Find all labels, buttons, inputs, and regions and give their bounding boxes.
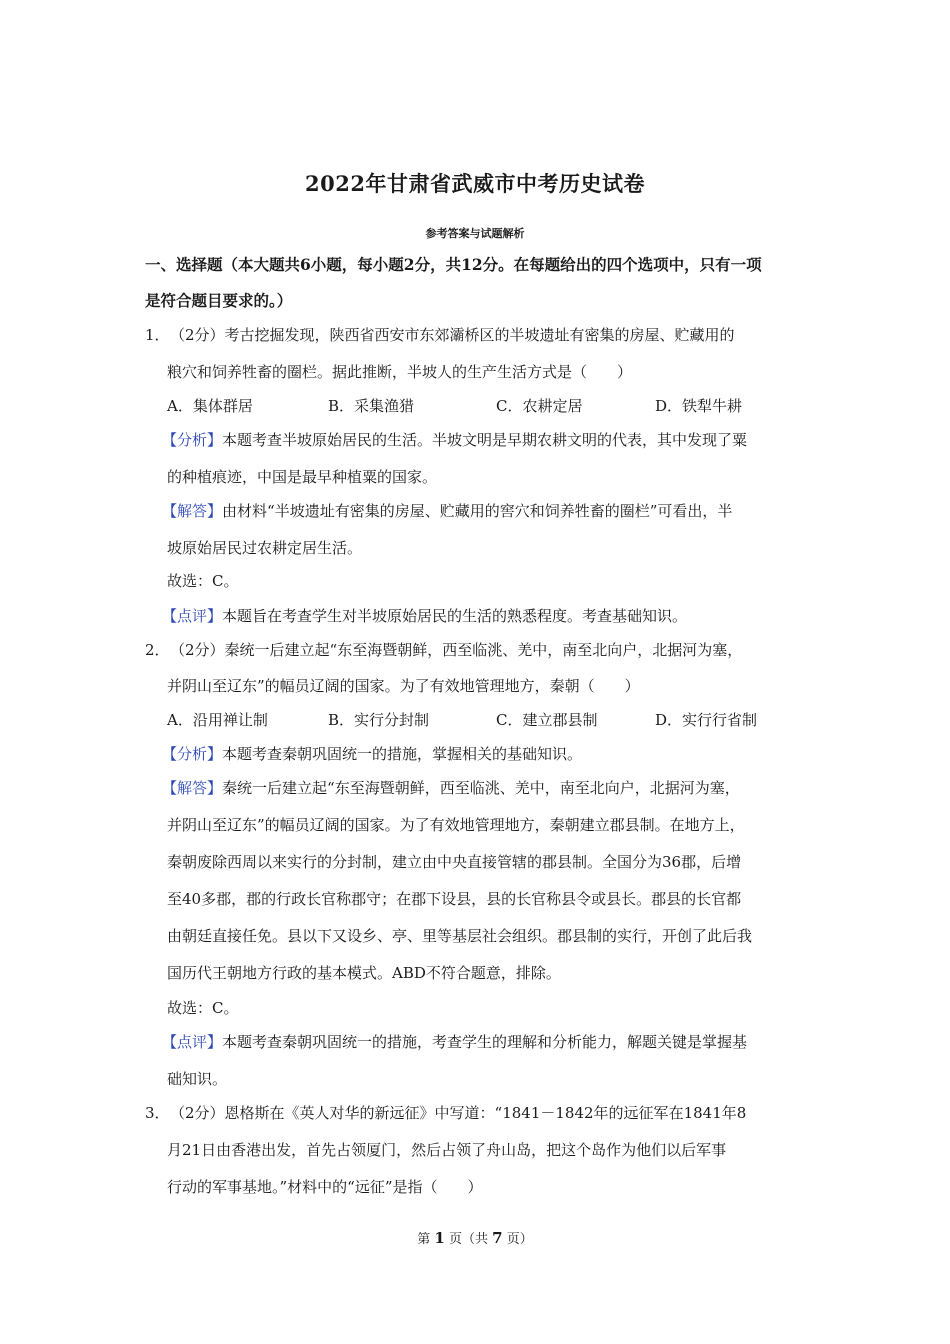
- question-2-comment: [162, 1032, 747, 1052]
- question-1-analysis: [162, 430, 747, 450]
- question-1-choice: 故选：C。: [167, 572, 239, 590]
- question-2-answer-line-1: 秦统一后建立起“东至海暨朝鲜，西至临洮、羌中，南至北向户，北据河为塞，: [222, 779, 740, 797]
- question-1-comment: [162, 606, 687, 626]
- answer-tag: 【解答】: [162, 779, 223, 797]
- question-2-answer-line-2: 并阴山至辽东”的幅员辽阔的国家。为了有效地管理地方，秦朝建立郡县制。在地方上，: [167, 816, 745, 834]
- question-1-answer-line-2: 坡原始居民过农耕定居生活。: [167, 539, 363, 557]
- question-1-analysis-line-1: 本题考查半坡原始居民的生活。半坡文明是早期农耕文明的代表，其中发现了粟: [222, 431, 748, 449]
- comment-tag: 【点评】: [162, 1033, 223, 1051]
- question-2-comment-line-2: 础知识。: [167, 1070, 228, 1088]
- question-1-answer-line-1: 由材料“半坡遗址有密集的房屋、贮藏用的窖穴和饲养牲畜的圈栏”可看出，半: [222, 502, 733, 520]
- page-footer: 第 1 页（共 7 页）: [417, 1229, 533, 1247]
- question-2-choice: 故选：C。: [167, 999, 239, 1017]
- question-2-option-b: B．实行分封制: [328, 711, 430, 729]
- question-1-stem-line-2: 粮穴和饲养牲畜的圈栏。据此推断，半坡人的生产生活方式是（ ）: [167, 363, 633, 381]
- exam-subtitle: 参考答案与试题解析: [425, 227, 525, 240]
- question-2-option-c: C．建立郡县制: [496, 711, 598, 729]
- section-heading-line-1: 一、选择题（本大题共6小题，每小题2分，共12分。在每题给出的四个选项中，只有一项: [145, 255, 762, 274]
- question-1-stem-line-1: （2分）考古挖掘发现，陕西省西安市东郊灞桥区的半坡遗址有密集的房屋、贮藏用的: [170, 326, 735, 344]
- analysis-tag: 【分析】: [162, 745, 223, 763]
- question-3-number: 3．: [145, 1104, 170, 1122]
- question-3-stem-line-3: 行动的军事基地。”材料中的“远征”是指（ ）: [167, 1178, 483, 1196]
- question-2-comment-line-1: 本题考查秦朝巩固统一的措施，考查学生的理解和分析能力，解题关键是掌握基: [222, 1033, 748, 1051]
- total-pages: 7: [492, 1229, 503, 1247]
- question-3-stem-line-2: 月21日由香港出发，首先占领厦门，然后占领了舟山岛，把这个岛作为他们以后军事: [167, 1141, 727, 1159]
- question-2-option-d: D．实行行省制: [655, 711, 758, 729]
- exam-title: 2022年甘肃省武威市中考历史试卷: [305, 171, 645, 196]
- question-2-stem-line-2: 并阴山至辽东”的幅员辽阔的国家。为了有效地管理地方，秦朝（ ）: [167, 677, 640, 695]
- question-1-comment-text: 本题旨在考查学生对半坡原始居民的生活的熟悉程度。考查基础知识。: [222, 607, 688, 625]
- question-3-stem-line-1: （2分）恩格斯在《英人对华的新远征》中写道：“1841－1842年的远征军在1841年8: [170, 1104, 747, 1122]
- question-2-option-a: A．沿用禅让制: [167, 711, 268, 729]
- question-2-answer-line-5: 由朝廷直接任免。县以下又设乡、亭、里等基层社会组织。郡县制的实行，开创了此后我: [167, 927, 753, 945]
- question-1-analysis-line-2: 的种植痕迹，中国是最早种植粟的国家。: [167, 468, 438, 486]
- question-1-number: 1．: [145, 326, 170, 344]
- question-1-option-d: D．铁犁牛耕: [655, 397, 743, 415]
- question-2-answer: [162, 778, 740, 798]
- question-1-answer: [162, 501, 732, 521]
- question-2-stem-line-1: （2分）秦统一后建立起“东至海暨朝鲜，西至临洮、羌中，南至北向户，北据河为塞，: [170, 641, 743, 659]
- question-1-option-b: B．采集渔猎: [328, 397, 415, 415]
- comment-tag: 【点评】: [162, 607, 223, 625]
- question-2-answer-line-3: 秦朝废除西周以来实行的分封制，建立由中央直接管辖的郡县制。全国分为36郡，后增: [167, 853, 742, 871]
- question-2-answer-line-4: 至40多郡，郡的行政长官称郡守；在郡下设县，县的长官称县令或县长。郡县的长官都: [167, 890, 742, 908]
- question-2-answer-line-6: 国历代王朝地方行政的基本模式。ABD不符合题意，排除。: [167, 964, 561, 982]
- question-2-analysis-line-1: 本题考查秦朝巩固统一的措施，掌握相关的基础知识。: [222, 745, 583, 763]
- question-2-analysis: [162, 744, 582, 764]
- analysis-tag: 【分析】: [162, 431, 223, 449]
- question-1-option-c: C．农耕定居: [496, 397, 583, 415]
- question-1-option-a: A．集体群居: [167, 397, 253, 415]
- page-number: 1: [434, 1229, 445, 1247]
- section-heading-line-2: 是符合题目要求的。）: [145, 291, 293, 310]
- question-2-number: 2．: [145, 641, 170, 659]
- answer-tag: 【解答】: [162, 502, 223, 520]
